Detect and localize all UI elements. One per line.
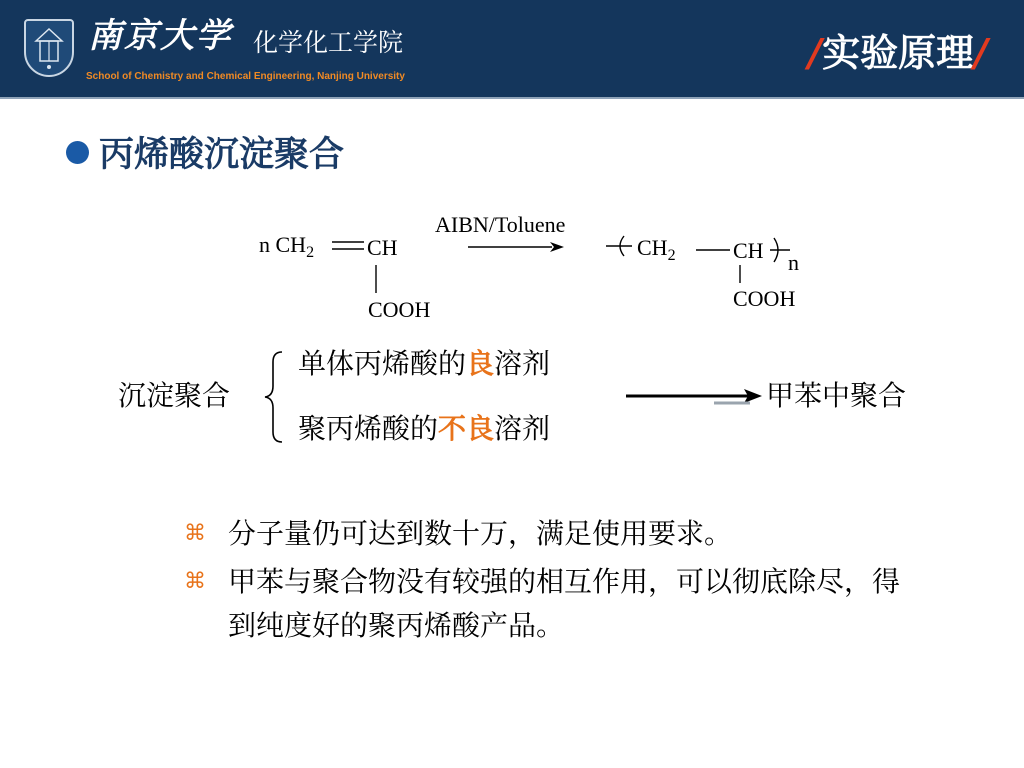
- product-vertical-bond: [736, 263, 744, 285]
- section-title: [808, 28, 988, 78]
- command-key-icon: ⌘: [184, 521, 206, 546]
- command-key-icon: ⌘: [184, 569, 206, 594]
- school-name: 化学化工学院: [253, 28, 404, 57]
- good-solvent-suffix: 溶剂: [494, 347, 551, 380]
- reagent-label: AIBN/Toluene: [435, 212, 566, 237]
- left-bracket-bond: [604, 232, 634, 262]
- left-brace: [262, 350, 286, 444]
- product-cooh: COOH: [733, 286, 796, 311]
- reactant-monomer: [259, 232, 314, 266]
- title-slash-right: /: [974, 31, 988, 75]
- bullet-point-text: 分子量仍可达到数十万，满足使用要求。: [228, 517, 733, 550]
- concept-label: 沉淀聚合: [118, 379, 231, 412]
- product-single-bond: [694, 240, 732, 256]
- slide-header: [0, 0, 1024, 99]
- school-name-english: School of Chemistry and Chemical Engineering, Nanjing University: [86, 71, 405, 82]
- reactant-ch2-subscript: 2: [306, 244, 315, 261]
- result-arrow: [624, 386, 764, 410]
- reactant-ch: CH: [367, 235, 398, 260]
- product-ch2: [637, 235, 676, 269]
- bullet-point-text: 甲苯与聚合物没有较强的相互作用，可以彻底除尽，得到纯度好的聚丙烯酸产品。: [228, 565, 901, 642]
- poor-highlight: 不良: [438, 412, 495, 445]
- reactant-ch2: CH: [275, 232, 307, 257]
- good-solvent-prefix: 单体丙烯酸的: [298, 347, 467, 380]
- product-repeat-n: n: [788, 250, 799, 275]
- reaction-arrow: [466, 238, 566, 256]
- title-slash-left: /: [808, 31, 823, 75]
- product-ch2-subscript: 2: [667, 247, 676, 264]
- product-ch: CH: [733, 238, 764, 263]
- product-ch2-text: CH: [637, 235, 668, 260]
- topic-title: 丙烯酸沉淀聚合: [99, 135, 345, 175]
- good-highlight: 良: [466, 347, 495, 380]
- section-title-text: 实验原理: [822, 31, 975, 75]
- bullet-dot-icon: [66, 141, 89, 164]
- poor-solvent-line: [298, 410, 550, 448]
- result-text: 甲苯中聚合: [766, 379, 907, 412]
- good-solvent-line: [298, 345, 550, 383]
- reactant-cooh: COOH: [368, 297, 431, 322]
- university-seal-logo: [24, 19, 74, 77]
- double-bond: [330, 236, 366, 256]
- coefficient-n: n: [259, 232, 270, 257]
- poor-solvent-prefix: 聚丙烯酸的: [298, 412, 439, 445]
- university-name: 南京大学: [88, 16, 232, 56]
- poor-solvent-suffix: 溶剂: [494, 412, 551, 445]
- reactant-vertical-bond: [372, 263, 380, 295]
- topic-heading: [66, 132, 344, 178]
